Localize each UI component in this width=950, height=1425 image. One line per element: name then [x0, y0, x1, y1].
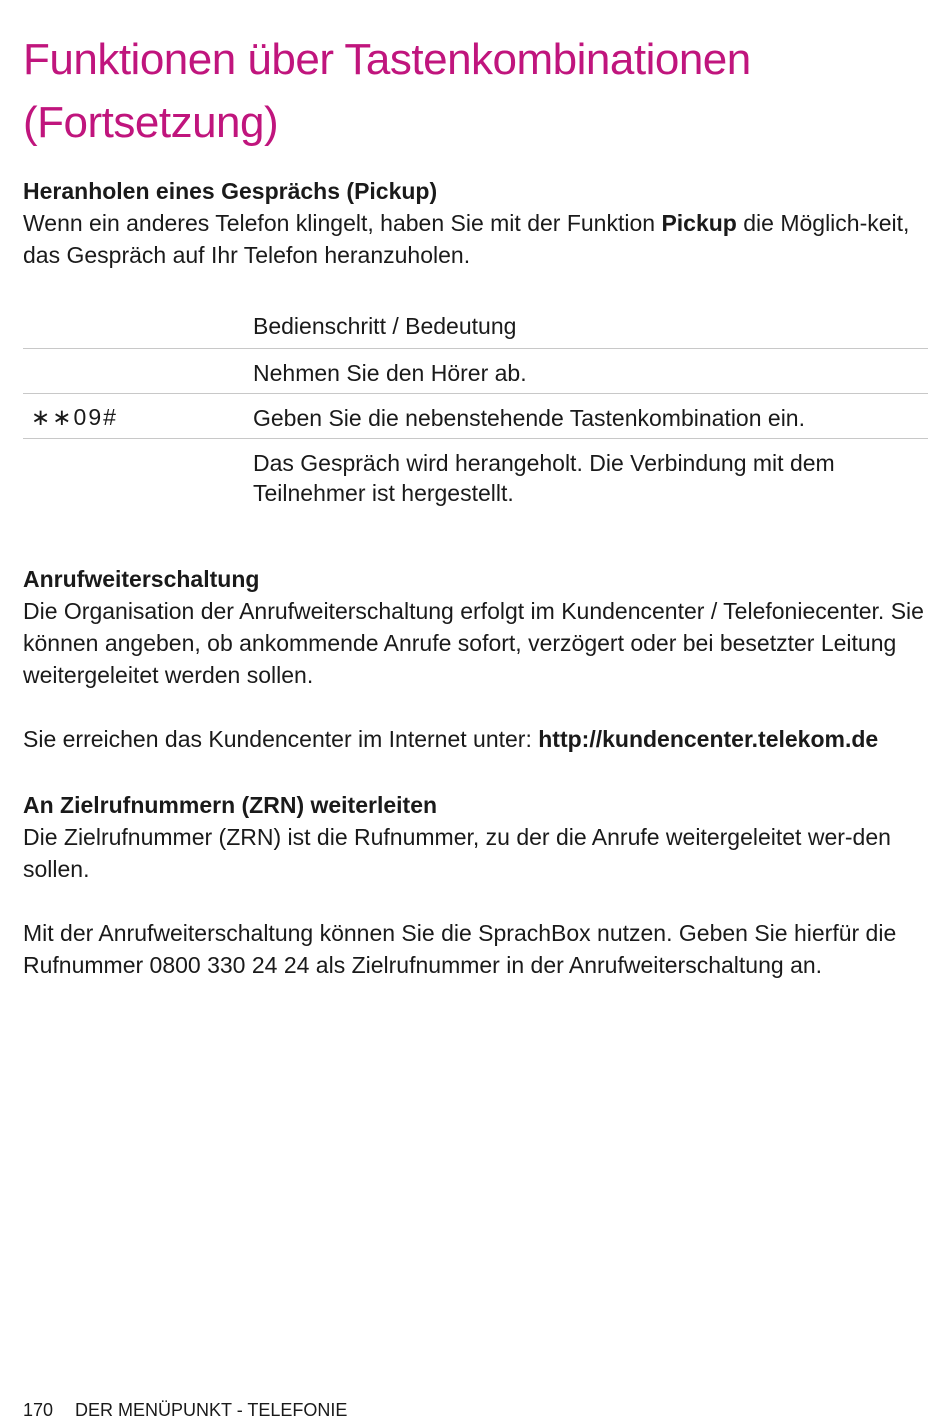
steps-table-header: [23, 306, 928, 349]
steps-table: [23, 306, 928, 513]
page-title: [23, 28, 751, 154]
footer-section-title: DER MENÜPUNKT - TELEFONIE: [75, 1400, 348, 1420]
step-description: Das Gespräch wird herangeholt. Die Verbindung mit dem Teilnehmer ist hergestellt.: [253, 450, 835, 506]
forwarding-heading: Anrufweiterschaltung: [23, 566, 260, 592]
kundencenter-link[interactable]: http://kundencenter.telekom.de: [538, 726, 879, 752]
steps-header-label: Bedienschritt / Bedeutung: [253, 313, 517, 339]
pickup-function-name: Pickup: [661, 210, 737, 236]
pickup-text-before: Wenn ein anderes Telefon klingelt, haben Sie mit der Funktion: [23, 210, 662, 236]
zrn-section: [23, 790, 928, 981]
table-row: [23, 349, 928, 394]
zrn-heading: An Zielrufnummern (ZRN) weiterleiten: [23, 792, 438, 818]
forwarding-link-prefix: Sie erreichen das Kundencenter im Internet unter:: [23, 726, 539, 752]
page-footer: [23, 1398, 347, 1422]
key-combination: ∗∗09#: [31, 404, 118, 430]
page-title-line1: Funktionen über Tastenkombinationen: [23, 35, 751, 84]
table-row: [23, 439, 928, 513]
forwarding-section: [23, 564, 928, 755]
step-description: Nehmen Sie den Hörer ab.: [253, 360, 527, 386]
zrn-sprachbox-note: Mit der Anrufweiterschaltung können Sie die SprachBox nutzen. Geben Sie hierfür die Rufnummer 0800 330 24 24 als Zielrufnummer in der Anrufweiterschaltung an.: [23, 920, 897, 978]
zrn-description: Die Zielrufnummer (ZRN) ist die Rufnummer, zu der die Anrufe weitergeleitet wer-den sollen.: [23, 824, 891, 882]
page-title-line2: (Fortsetzung): [23, 98, 279, 147]
forwarding-description: Die Organisation der Anrufweiterschaltung erfolgt im Kundencenter / Telefoniecenter. Sie können angeben, ob ankommende Anrufe sofort, verzögert oder bei besetzter Leitung weitergeleitet werden sollen.: [23, 598, 924, 688]
table-row: [23, 394, 928, 439]
step-description: Geben Sie die nebenstehende Tastenkombination ein.: [253, 405, 805, 431]
pickup-description: [23, 207, 928, 271]
pickup-text-after: die Möglich-keit, das Gespräch auf Ihr Telefon heranzuholen.: [23, 210, 910, 268]
pickup-heading: Heranholen eines Gesprächs (Pickup): [23, 178, 438, 204]
page-number: 170: [23, 1400, 54, 1420]
pickup-section: [23, 176, 928, 271]
forwarding-link-line: [23, 723, 928, 755]
